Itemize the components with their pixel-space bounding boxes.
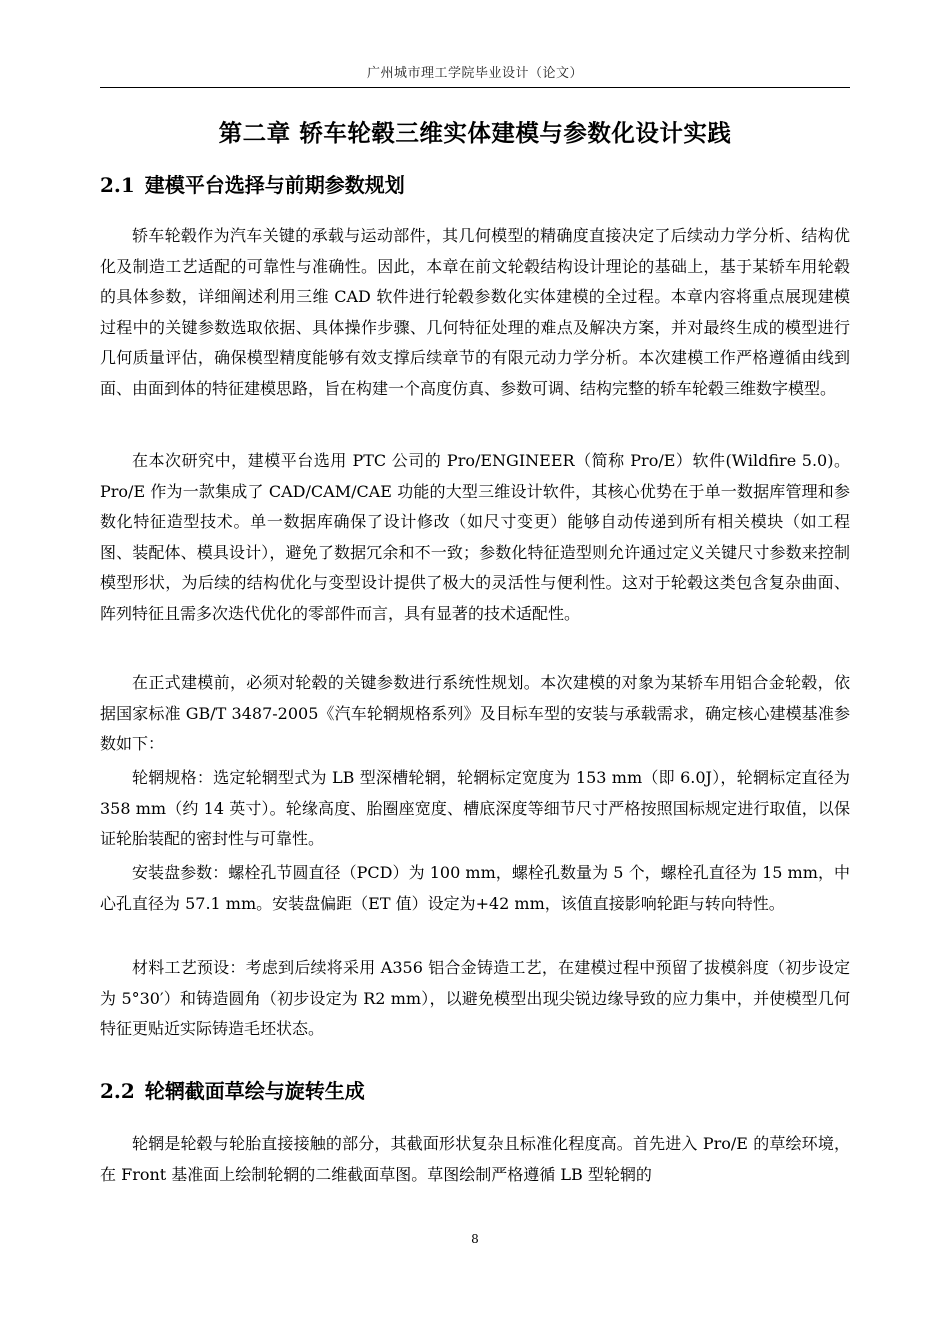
paragraph-rim-sketch: 轮辋是轮毂与轮胎直接接触的部分，其截面形状复杂且标准化程度高。首先进入 Pro/E 的草绘环境，在 Front 基准面上绘制轮辋的二维截面草图。草图绘制严格遵循 LB 型轮辋的 bbox=[100, 1134, 850, 1184]
paragraph-material-spec: 材料工艺预设：考虑到后续将采用 A356 铝合金铸造工艺，在建模过程中预留了拔模斜度（初步设定为 5°30′）和铸造圆角（初步设定为 R2 mm），以避免模型出现尖锐边缘导致的应力集中，并使模型几何特征更贴近实际铸造毛坯状态。 bbox=[100, 958, 850, 1039]
paragraph-intro: 轿车轮毂作为汽车关键的承载与运动部件，其几何模型的精确度直接决定了后续动力学分析、结构优化及制造工艺适配的可靠性与准确性。因此，本章在前文轮毂结构设计理论的基础上，基于某轿车用轮毂的具体参数，详细阐述利用三维 CAD 软件进行轮毂参数化实体建模的全过程。本章内容将重点展现建模过程中的关键参数选取依据、具体操作步骤、几何特征处理的难点及解决方案，并对最终生成的模型进行几何质量评估，确保模型精度能够有效支撑后续章节的有限元动力学分析。本次建模工作严格遵循由线到面、由面到体的特征建模思路，旨在构建一个高度仿真、参数可调、结构完整的轿车轮毂三维数字模型。 bbox=[100, 226, 850, 398]
section-number: 2.2 bbox=[100, 1079, 135, 1103]
paragraph-rim-spec: 轮辋规格：选定轮辋型式为 LB 型深槽轮辋，轮辋标定宽度为 153 mm（即 6.0J），轮辋标定直径为 358 mm（约 14 英寸）。轮缘高度、胎圈座宽度、槽底深度等细节尺寸严格按照国标规定进行取值，以保证轮胎装配的密封性与可靠性。 bbox=[100, 768, 850, 849]
section-title-text: 建模平台选择与前期参数规划 bbox=[144, 173, 405, 197]
chapter-title: 第二章 轿车轮毂三维实体建模与参数化设计实践 bbox=[218, 119, 732, 147]
page-number: 8 bbox=[471, 1232, 479, 1246]
paragraph-mounting-spec: 安装盘参数：螺栓孔节圆直径（PCD）为 100 mm，螺栓孔数量为 5 个，螺栓孔直径为 15 mm，中心孔直径为 57.1 mm。安装盘偏距（ET 值）设定为+42 mm，该值直接影响轮距与转向特性。 bbox=[100, 863, 850, 913]
section-heading-2-2 bbox=[100, 1075, 850, 1104]
paragraph-planning: 在正式建模前，必须对轮毂的关键参数进行系统性规划。本次建模的对象为某轿车用铝合金轮毂，依据国家标准 GB/T 3487-2005《汽车轮辋规格系列》及目标车型的安装与承载需求，确定核心建模基准参数如下： bbox=[100, 673, 850, 754]
section-heading-2-1 bbox=[100, 169, 850, 198]
header-rule bbox=[100, 87, 850, 88]
section-title-text: 轮辋截面草绘与旋转生成 bbox=[144, 1079, 365, 1103]
page-header: 广州城市理工学院毕业设计（论文） bbox=[366, 66, 583, 81]
section-number: 2.1 bbox=[100, 173, 135, 197]
paragraph-platform: 在本次研究中，建模平台选用 PTC 公司的 Pro/ENGINEER（简称 Pro/E）软件(Wildfire 5.0)。Pro/E 作为一款集成了 CAD/CAM/CAE 功能的大型三维设计软件，其核心优势在于单一数据库管理和参数化特征造型技术。单一数据库确保了设计修改（如尺寸变更）能够自动传递到所有相关模块（如工程图、装配体、模具设计），避免了数据冗余和不一致；参数化特征造型则允许通过定义关键尺寸参数来控制模型形状，为后续的结构优化与变型设计提供了极大的灵活性与便利性。这对于轮毂这类包含复杂曲面、阵列特征且需多次迭代优化的零部件而言，具有显著的技术适配性。 bbox=[100, 451, 850, 623]
